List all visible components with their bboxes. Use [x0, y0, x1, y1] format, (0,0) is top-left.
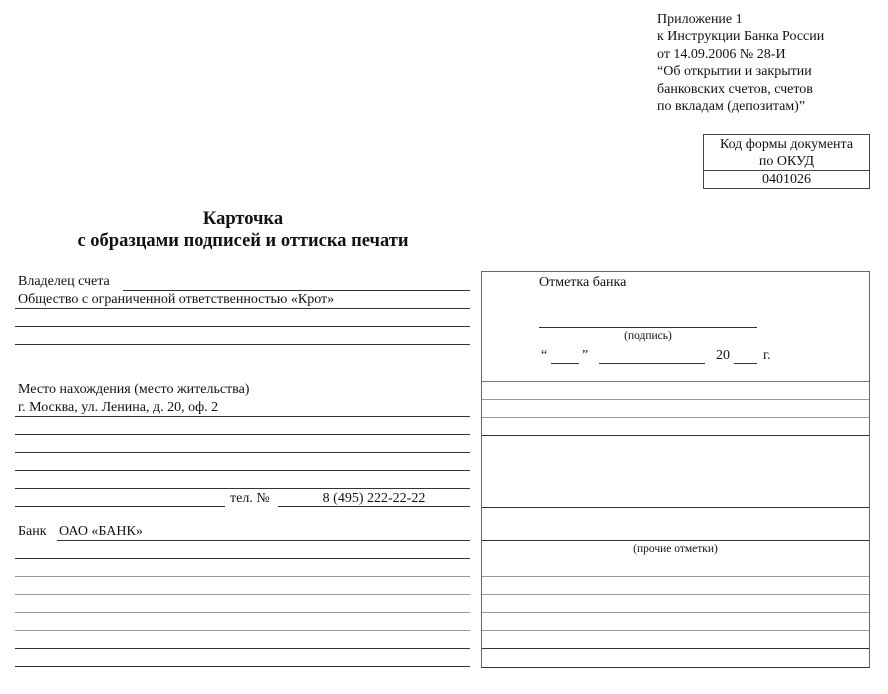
location-line-2[interactable]	[15, 434, 470, 435]
location-line-5[interactable]	[15, 488, 470, 489]
bank-mark-row-line	[482, 648, 869, 649]
phone-value[interactable]: 8 (495) 222-22-22	[322, 491, 426, 506]
location-line-1	[15, 416, 470, 417]
signature-caption: (подпись)	[624, 330, 672, 342]
date-open-quote: “	[541, 348, 548, 363]
appendix-line: “Об открытии и закрытии	[657, 64, 812, 80]
bank-mark-row-line	[482, 612, 869, 613]
appendix-line: банковских счетов, счетов	[657, 81, 813, 97]
date-month-blank[interactable]	[599, 363, 705, 364]
appendix-line: от 14.09.2006 № 28-И	[657, 46, 786, 62]
bank-line-5[interactable]	[15, 630, 470, 631]
okud-code: 0401026	[762, 172, 811, 187]
bank-mark-title: Отметка банка	[539, 275, 627, 290]
bank-mark-row-line	[482, 507, 869, 508]
date-year-suffix: г.	[763, 348, 771, 363]
date-day-blank[interactable]	[551, 363, 579, 364]
bank-mark-row-line	[482, 435, 869, 436]
bank-mark-row-line	[482, 381, 869, 382]
other-marks-caption: (прочие отметки)	[633, 543, 718, 555]
appendix-reference	[657, 11, 824, 115]
location-label: Место нахождения (место жительства)	[18, 382, 250, 397]
bank-line-4[interactable]	[15, 612, 470, 613]
appendix-line: по вкладам (депозитам)”	[657, 99, 806, 115]
bank-value[interactable]: ОАО «БАНК»	[59, 524, 143, 539]
okud-label-line1: Код формы документа	[719, 137, 854, 152]
okud-code-box	[703, 134, 870, 189]
appendix-line: Приложение 1	[657, 12, 743, 27]
bank-mark-row-line	[482, 594, 869, 595]
bank-line-1[interactable]	[15, 558, 470, 559]
bank-mark-row-line	[482, 576, 869, 577]
title-line1: Карточка	[202, 209, 284, 229]
location-value[interactable]: г. Москва, ул. Ленина, д. 20, оф. 2	[18, 400, 219, 415]
bank-mark-row-line	[482, 630, 869, 631]
title-line2: с образцами подписей и оттиска печати	[77, 231, 409, 251]
bank-mark-row-line	[482, 417, 869, 418]
bank-line-6[interactable]	[15, 648, 470, 649]
location-line-4[interactable]	[15, 470, 470, 471]
bank-mark-row-line	[482, 540, 869, 541]
owner-value[interactable]: Общество с ограниченной ответственностью «Крот»	[18, 292, 335, 307]
bank-label: Банк	[18, 524, 47, 539]
appendix-line: к Инструкции Банка России	[657, 29, 825, 45]
okud-label-line2: по ОКУД	[758, 153, 815, 169]
date-close-quote: ”	[582, 348, 589, 363]
okud-divider	[704, 170, 869, 171]
location-line-6[interactable]	[15, 506, 225, 507]
owner-line-2[interactable]	[15, 326, 470, 327]
owner-line-3[interactable]	[15, 344, 470, 345]
bank-line-7[interactable]	[15, 666, 470, 667]
location-line-3[interactable]	[15, 452, 470, 453]
date-year-prefix: 20	[716, 348, 730, 363]
owner-label: Владелец счета	[18, 274, 110, 289]
signature-line[interactable]	[539, 327, 757, 328]
page-title	[0, 208, 486, 252]
bank-mark-box	[481, 271, 870, 668]
bank-underline	[57, 540, 470, 541]
bank-mark-row-line	[482, 399, 869, 400]
bank-line-3[interactable]	[15, 594, 470, 595]
okud-label	[704, 137, 869, 170]
date-year-blank[interactable]	[734, 363, 757, 364]
owner-line-1	[15, 308, 470, 309]
phone-label: тел. №	[230, 491, 270, 506]
bank-line-2[interactable]	[15, 576, 470, 577]
